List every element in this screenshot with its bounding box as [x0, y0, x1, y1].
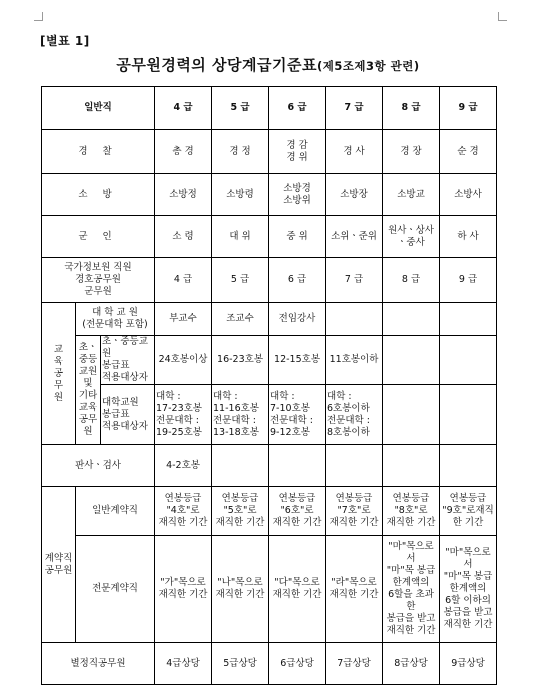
military-cell: 하 사 [440, 216, 497, 258]
education-sub-label: 초ㆍ중등 교원 및 기타 교육 공무원 [76, 336, 101, 445]
empty-cell [383, 385, 440, 445]
row-label: 일반계약직 [76, 487, 155, 536]
row-label: 대학교원 봉급표 적용대상자 [101, 385, 155, 445]
empty-cell [383, 336, 440, 385]
fire-cell: 소방교 [383, 174, 440, 216]
empty-cell [440, 303, 497, 336]
military-cell: 대 위 [212, 216, 269, 258]
univ-pay-row [42, 385, 497, 445]
grade-header: 9 급 [440, 87, 497, 130]
expert-contract-cell: "나"목으로 재직한 기간 [212, 536, 269, 643]
univ-cell: 조교수 [212, 303, 269, 336]
row-label: 군 인 [42, 216, 155, 258]
empty-cell [326, 303, 383, 336]
police-cell: 순 경 [440, 130, 497, 174]
empty-cell [212, 445, 269, 487]
school-pay-row [42, 336, 497, 385]
grade-header: 4 급 [155, 87, 212, 130]
empty-cell [383, 445, 440, 487]
document-label: [별표 1] [40, 34, 90, 48]
general-contract-cell: 연봉등급 "5호"로 재직한 기간 [212, 487, 269, 536]
header-type: 일반직 [42, 87, 155, 130]
general-contract-cell: 연봉등급 "9호"로재직 한 기간 [440, 487, 497, 536]
title-main: 공무원경력의 상당계급기준표 [116, 56, 317, 74]
military-cell: 중 위 [269, 216, 326, 258]
nis-row [42, 258, 497, 303]
row-label: 국가정보원 직원 경호공무원 군무원 [42, 258, 155, 303]
nis-cell: 5 급 [212, 258, 269, 303]
title-sub: (제5조제3항 관련) [316, 59, 420, 73]
special-cell: 6급상당 [269, 643, 326, 685]
empty-cell [269, 445, 326, 487]
nis-cell: 6 급 [269, 258, 326, 303]
general-contract-cell: 연봉등급 "7호"로 재직한 기간 [326, 487, 383, 536]
special-cell: 5급상당 [212, 643, 269, 685]
grade-header: 6 급 [269, 87, 326, 130]
special-cell: 9급상당 [440, 643, 497, 685]
row-label: 판사ㆍ검사 [42, 445, 155, 487]
military-cell: 소 령 [155, 216, 212, 258]
nis-cell: 9 급 [440, 258, 497, 303]
military-row [42, 216, 497, 258]
military-cell: 원사ㆍ상사 ㆍ중사 [383, 216, 440, 258]
empty-cell [440, 385, 497, 445]
fire-cell: 소방령 [212, 174, 269, 216]
fire-row [42, 174, 497, 216]
grade-equivalence-table [41, 86, 497, 685]
univ-pay-cell: 대학 : 7-10호봉 전문대학 : 9-12호봉 [269, 385, 326, 445]
general-contract-cell: 연봉등급 "4호"로 재직한 기간 [155, 487, 212, 536]
expert-contract-cell: "라"목으로 재직한 기간 [326, 536, 383, 643]
row-label: 대 학 교 원 (전문대학 포함) [76, 303, 155, 336]
empty-cell [383, 303, 440, 336]
univ-cell: 전임강사 [269, 303, 326, 336]
school-pay-cell: 16-23호봉 [212, 336, 269, 385]
general-contract-cell: 연봉등급 "8호"로 재직한 기간 [383, 487, 440, 536]
special-row [42, 643, 497, 685]
univ-faculty-row [42, 303, 497, 336]
page-corner-mark [498, 12, 507, 21]
school-pay-cell: 24호봉이상 [155, 336, 212, 385]
row-label: 별정직공무원 [42, 643, 155, 685]
police-cell: 경 사 [326, 130, 383, 174]
special-cell: 8급상당 [383, 643, 440, 685]
nis-cell: 8 급 [383, 258, 440, 303]
judge-row [42, 445, 497, 487]
expert-contract-cell: "마"목으로서 "마"목 봉급 한계액의 6할을 초과한 봉급을 받고 재직한 기간 [383, 536, 440, 643]
univ-pay-cell: 대학 : 17-23호봉 전문대학 : 19-25호봉 [155, 385, 212, 445]
fire-cell: 소방사 [440, 174, 497, 216]
expert-contract-cell: "마"목으로서 "마"목 봉급 한계액의 6할 이하의 봉급을 받고 재직한 기간 [440, 536, 497, 643]
general-contract-row [42, 487, 497, 536]
military-cell: 소위ㆍ준위 [326, 216, 383, 258]
expert-contract-cell: "다"목으로 재직한 기간 [269, 536, 326, 643]
univ-cell: 부교수 [155, 303, 212, 336]
fire-cell: 소방정 [155, 174, 212, 216]
univ-pay-cell: 대학 : 6호봉이하 전문대학 : 8호봉이하 [326, 385, 383, 445]
police-cell: 경 장 [383, 130, 440, 174]
nis-cell: 7 급 [326, 258, 383, 303]
row-label: 전문계약직 [76, 536, 155, 643]
school-pay-cell: 12-15호봉 [269, 336, 326, 385]
fire-cell: 소방경 소방위 [269, 174, 326, 216]
police-row [42, 130, 497, 174]
row-label: 초ㆍ중등교원 봉급표 적용대상자 [101, 336, 155, 385]
grade-header: 5 급 [212, 87, 269, 130]
special-cell: 4급상당 [155, 643, 212, 685]
police-cell: 경 정 [212, 130, 269, 174]
page-corner-mark [34, 12, 43, 21]
univ-pay-cell: 대학 : 11-16호봉 전문대학 : 13-18호봉 [212, 385, 269, 445]
row-label: 소 방 [42, 174, 155, 216]
grade-header: 8 급 [383, 87, 440, 130]
police-cell: 총 경 [155, 130, 212, 174]
grade-header: 7 급 [326, 87, 383, 130]
special-cell: 7급상당 [326, 643, 383, 685]
empty-cell [440, 445, 497, 487]
empty-cell [440, 336, 497, 385]
school-pay-cell: 11호봉이하 [326, 336, 383, 385]
general-contract-cell: 연봉등급 "6호"로 재직한 기간 [269, 487, 326, 536]
row-label: 경 찰 [42, 130, 155, 174]
header-row [42, 87, 497, 130]
education-group-label: 교 육 공 무 원 [42, 303, 76, 445]
contract-group-label: 계약직 공무원 [42, 487, 76, 643]
document-title [0, 54, 536, 75]
empty-cell [326, 445, 383, 487]
police-cell: 경 감 경 위 [269, 130, 326, 174]
fire-cell: 소방장 [326, 174, 383, 216]
expert-contract-cell: "가"목으로 재직한 기간 [155, 536, 212, 643]
judge-cell: 4-2호봉 [155, 445, 212, 487]
nis-cell: 4 급 [155, 258, 212, 303]
expert-contract-row [42, 536, 497, 643]
